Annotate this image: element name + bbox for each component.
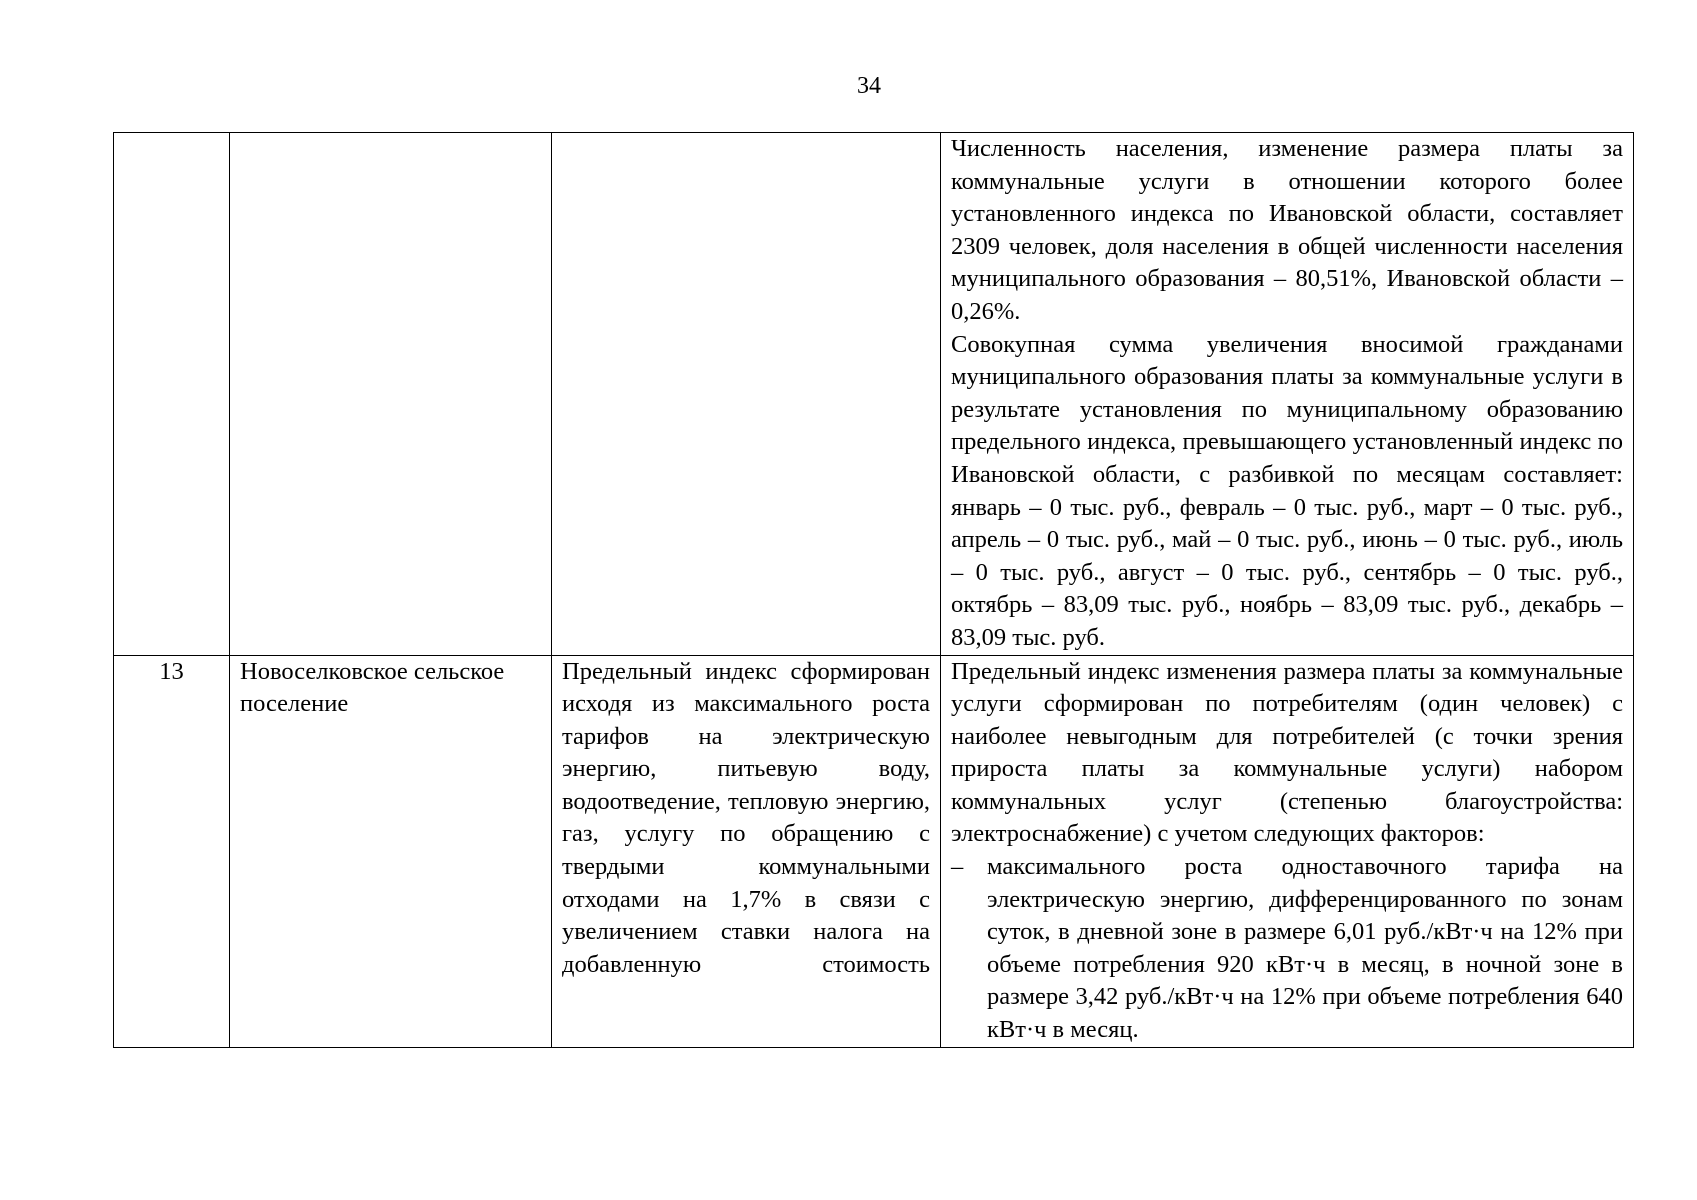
- table-row: [114, 133, 1634, 656]
- row-number-cell: 13: [114, 655, 230, 1047]
- index-basis-cell: Предельный индекс сформирован исходя из максимального роста тарифов на электрическую энергию, питьевую воду, водоотведение, тепловую энергию, газ, услугу по обращению с твердыми коммунальными отходами на 1,7% в связи с увеличением ставки налога на добавленную стоимость: [552, 655, 941, 1047]
- row-number-cell: [114, 133, 230, 656]
- description-intro-paragraph: Предельный индекс изменения размера платы за коммунальные услуги сформирован по потребителям (один человек) с наиболее невыгодным для потребителей (с точки зрения прироста платы за коммунальные услуги) набором коммунальных услуг (степенью благоустройства: электроснабжение) с учетом следующих факторов:: [951, 657, 1623, 848]
- table-row: [114, 655, 1634, 1047]
- settlement-name-cell: Новоселковское сельское поселение: [230, 655, 552, 1047]
- index-description-cell: [941, 133, 1634, 656]
- page-number: 34: [857, 73, 881, 99]
- settlement-name-cell: [230, 133, 552, 656]
- tariff-index-table: [113, 132, 1634, 1048]
- monthly-increase-paragraph: Совокупная сумма увеличения вносимой гражданами муниципального образования платы за коммунальные услуги в результате установления по муниципальному образованию предельного индекса, превышающего установленный индекс по Ивановской области, с разбивкой по месяцам составляет: январь – 0 тыс. руб., февраль – 0 тыс. руб., март – 0 тыс. руб., апрель – 0 тыс. руб., май – 0 тыс. руб., июнь – 0 тыс. руб., июль – 0 тыс. руб., август – 0 тыс. руб., сентябрь – 0 тыс. руб., октябрь – 83,09 тыс. руб., ноябрь – 83,09 тыс. руб., декабрь – 83,09 тыс. руб.: [951, 330, 1623, 651]
- index-description-cell: [941, 655, 1634, 1047]
- list-item: [951, 851, 1623, 1047]
- index-basis-cell: [552, 133, 941, 656]
- factors-list: [951, 851, 1623, 1047]
- dash-bullet: –: [951, 853, 964, 881]
- population-paragraph: Численность населения, изменение размера платы за коммунальные услуги в отношении которого более установленного индекса по Ивановской области, составляет 2309 человек, доля населения в общей численности населения муниципального образования – 80,51%, Ивановской области – 0,26%.: [951, 135, 1623, 325]
- factor-text: максимального роста одноставочного тарифа на электрическую энергию, дифференцированного по зонам суток, в дневной зоне в размере 6,01 руб./кВт·ч на 12% при объеме потребления 920 кВт·ч в месяц, в ночной зоне в размере 3,42 руб./кВт·ч на 12% при объеме потребления 640 кВт·ч в месяц.: [987, 853, 1623, 1044]
